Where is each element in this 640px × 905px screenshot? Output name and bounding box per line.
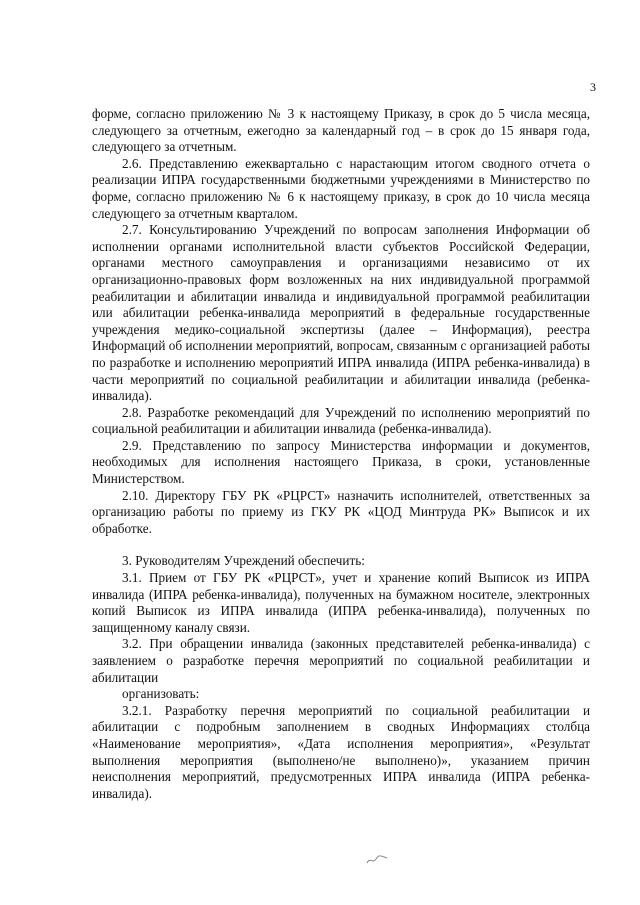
page-number: 3: [590, 80, 596, 94]
paragraph-2-8: 2.8. Разработке рекомендаций для Учреждений по исполнению мероприятий по социальной реабилитации и абилитации инвалида (ребенка-инвалида).: [92, 404, 590, 437]
paragraph-3-2: 3.2. При обращении инвалида (законных представителей ребенка-инвалида) с заявлением о разработке перечня мероприятий по социальной реабилитации и абилитации: [92, 636, 590, 685]
paragraph-3-2-1: 3.2.1. Разработку перечня мероприятий по социальной реабилитации и абилитации с подробным заполнением в сводных Информациях столбца «Наименование мероприятия», «Дата исполнения мероприятия», «Результат выполнения мероприятия (выполнено/не выполнено)», указанием причин неисполнения мероприятий, предусмотренных ИПРА инвалида (ИПРА ребенка-инвалида).: [92, 702, 590, 801]
paragraph-3: 3. Руководителям Учреждений обеспечить:: [122, 553, 365, 569]
paragraph-2-6: 2.6. Представлению ежеквартально с нарастающим итогом сводного отчета о реализации ИПРА государственными бюджетными учреждениями в Министерство по форме, согласно приложению № 6 к настоящему приказу, в срок до 10 числа месяца следующего за отчетным кварталом.: [92, 155, 590, 221]
paragraph-3-1: 3.1. Прием от ГБУ РК «РЦРСТ», учет и хранение копий Выписок из ИПРА инвалида (ИПРА ребенка-инвалида), полученных на бумажном носителе, электронных копий Выписок из ИПРА инвалида (ИПРА ребенка-инвалида), полученных по защищенному каналу связи.: [92, 570, 590, 635]
paragraph-continuation: форме, согласно приложению № 3 к настоящему Приказу, в срок до 5 числа месяца, следующего за отчетным, ежегодно за календарный год – в срок до 15 января года, следующего за отчетным.: [92, 106, 590, 155]
paragraph-2-7: 2.7. Консультированию Учреждений по вопросам заполнения Информации об исполнении органами исполнительной власти субъектов Российской Федерации, органами местного самоуправления и организациями независимо от их организационно-правовых форм возложенных на них индивидуальной программой реабилитации и абилитации инвалида и индивидуальной программой реабилитации или абилитации ребенка-инвалида мероприятий в федеральные государственные учреждения медико-социальной экспертизы (далее – Информация), реестра Информаций об исполнении мероприятий, вопросам, связанным с организацией работы по разработке и исполнению мероприятий ИПРА инвалида (ИПРА ребенка-инвалида) в части мероприятий по социальной реабилитации и абилитации инвалида (ребенка-инвалида).: [92, 222, 590, 404]
paragraph-organize: организовать:: [122, 686, 200, 702]
paragraph-2-10: 2.10. Директору ГБУ РК «РЦРСТ» назначить исполнителей, ответственных за организацию работы по приему из ГКУ РК «ЦОД Минтруда РК» Выписок и их обработке.: [92, 487, 590, 536]
document-body: [92, 106, 590, 802]
scribble-mark-icon: [366, 855, 388, 865]
paragraph-2-9: 2.9. Представлению по запросу Министерства информации и документов, необходимых для исполнения настоящего Приказа, в сроки, установленные Министерством.: [92, 437, 590, 487]
